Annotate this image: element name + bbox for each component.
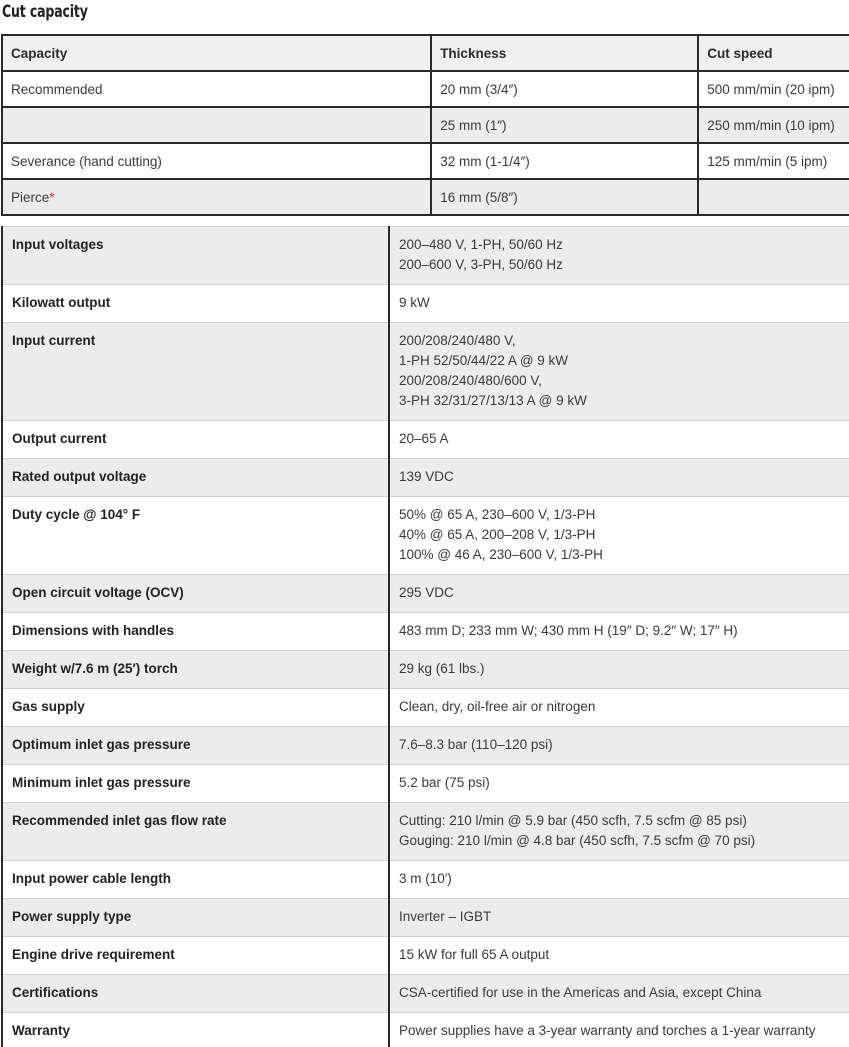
spec-label: Warranty (2, 1013, 389, 1047)
spec-row (2, 575, 849, 613)
spec-label: Minimum inlet gas pressure (2, 765, 389, 803)
spec-label: Weight w/7.6 m (25′) torch (2, 651, 389, 689)
header-cut-speed: Cut speed (698, 35, 849, 71)
spec-label: Kilowatt output (2, 285, 389, 323)
spec-value (389, 285, 849, 323)
spec-value-line: 1-PH 52/50/44/22 A @ 9 kW (399, 353, 569, 368)
spec-row (2, 497, 849, 575)
spec-row (2, 613, 849, 651)
spec-row (2, 689, 849, 727)
thickness-cell: 25 mm (1″) (431, 107, 698, 143)
spec-value-line: 7.6–8.3 bar (110–120 psi) (399, 737, 553, 752)
spec-value (389, 227, 849, 285)
spec-value (389, 803, 849, 861)
spec-label: Duty cycle @ 104° F (2, 497, 389, 575)
spec-value-line: 3-PH 32/31/27/13/13 A @ 9 kW (399, 393, 587, 408)
spec-row (2, 803, 849, 861)
spec-value-line: 100% @ 46 A, 230–600 V, 1/3-PH (399, 547, 603, 562)
spec-label: Dimensions with handles (2, 613, 389, 651)
cut-capacity-row (2, 71, 849, 107)
spec-row (2, 651, 849, 689)
spec-label: Optimum inlet gas pressure (2, 727, 389, 765)
spec-value-line: 139 VDC (399, 469, 454, 484)
capacity-label: Pierce (11, 189, 50, 205)
section-title: Cut capacity (2, 2, 88, 22)
spec-value-line: 200/208/240/480/600 V, (399, 373, 542, 388)
footnote-asterisk: * (49, 189, 55, 205)
cut-capacity-row (2, 179, 849, 215)
cut-capacity-table (1, 34, 849, 216)
spec-row (2, 861, 849, 899)
spec-value (389, 765, 849, 803)
spec-value-line: 200/208/240/480 V, (399, 333, 516, 348)
spec-value-line: 15 kW for full 65 A output (399, 947, 550, 962)
spec-value-line: 200–600 V, 3-PH, 50/60 Hz (399, 257, 563, 272)
spec-label: Rated output voltage (2, 459, 389, 497)
spec-row (2, 899, 849, 937)
spec-value (389, 421, 849, 459)
spec-value-line: CSA-certified for use in the Americas and Asia, except China (399, 985, 762, 1000)
spec-row (2, 727, 849, 765)
spec-value-line: 200–480 V, 1-PH, 50/60 Hz (399, 237, 563, 252)
spec-value-line: 50% @ 65 A, 230–600 V, 1/3-PH (399, 507, 596, 522)
header-thickness: Thickness (431, 35, 698, 71)
spec-value-line: 3 m (10′) (399, 871, 452, 886)
spec-label: Open circuit voltage (OCV) (2, 575, 389, 613)
capacity-cell: Severance (hand cutting) (2, 143, 431, 179)
thickness-cell: 32 mm (1-1/4″) (431, 143, 698, 179)
spec-value (389, 861, 849, 899)
cut-speed-cell: 500 mm/min (20 ipm) (698, 71, 849, 107)
spec-value (389, 651, 849, 689)
spec-value-line: Clean, dry, oil-free air or nitrogen (399, 699, 596, 714)
spec-value-line: Inverter – IGBT (399, 909, 492, 924)
spec-label: Certifications (2, 975, 389, 1013)
spec-value-line: Cutting: 210 l/min @ 5.9 bar (450 scfh, 7.5 scfm @ 85 psi) (399, 813, 747, 828)
spec-value-line: 40% @ 65 A, 200–208 V, 1/3-PH (399, 527, 596, 542)
spec-value-line: 295 VDC (399, 585, 454, 600)
cut-capacity-row (2, 143, 849, 179)
cut-capacity-header-row (2, 35, 849, 71)
spec-value (389, 727, 849, 765)
spec-value-line: Power supplies have a 3-year warranty and torches a 1-year warranty (399, 1023, 816, 1038)
spec-label: Recommended inlet gas flow rate (2, 803, 389, 861)
cut-speed-cell: 125 mm/min (5 ipm) (698, 143, 849, 179)
spec-row (2, 323, 849, 421)
spec-value (389, 899, 849, 937)
spec-label: Input power cable length (2, 861, 389, 899)
spec-row (2, 285, 849, 323)
spec-value (389, 497, 849, 575)
spec-row (2, 765, 849, 803)
spec-value-line: 20–65 A (399, 431, 449, 446)
capacity-cell (2, 107, 431, 143)
spec-value (389, 689, 849, 727)
cut-speed-cell: 250 mm/min (10 ipm) (698, 107, 849, 143)
thickness-cell: 20 mm (3/4″) (431, 71, 698, 107)
specifications-table (1, 226, 849, 1047)
spec-value (389, 459, 849, 497)
spec-label: Gas supply (2, 689, 389, 727)
spec-row (2, 1013, 849, 1047)
spec-value (389, 323, 849, 421)
spec-value (389, 937, 849, 975)
spec-value (389, 975, 849, 1013)
thickness-cell: 16 mm (5/8″) (431, 179, 698, 215)
spec-value (389, 1013, 849, 1047)
spec-value-line: 483 mm D; 233 mm W; 430 mm H (19″ D; 9.2″ W; 17″ H) (399, 623, 738, 638)
spec-value-line: Gouging: 210 l/min @ 4.8 bar (450 scfh, 7.5 scfm @ 70 psi) (399, 833, 756, 848)
spec-row (2, 421, 849, 459)
spec-value-line: 5.2 bar (75 psi) (399, 775, 490, 790)
spec-value (389, 613, 849, 651)
spec-label: Input current (2, 323, 389, 421)
header-capacity: Capacity (2, 35, 431, 71)
cut-capacity-row (2, 107, 849, 143)
spec-value-line: 29 kg (61 lbs.) (399, 661, 485, 676)
spec-label: Input voltages (2, 227, 389, 285)
spec-label: Engine drive requirement (2, 937, 389, 975)
capacity-cell (2, 179, 431, 215)
capacity-cell: Recommended (2, 71, 431, 107)
spec-row (2, 459, 849, 497)
spec-value (389, 575, 849, 613)
spec-row (2, 227, 849, 285)
spec-row (2, 937, 849, 975)
spec-label: Output current (2, 421, 389, 459)
cut-speed-cell (698, 179, 849, 215)
spec-row (2, 975, 849, 1013)
spec-label: Power supply type (2, 899, 389, 937)
spec-value-line: 9 kW (399, 295, 430, 310)
